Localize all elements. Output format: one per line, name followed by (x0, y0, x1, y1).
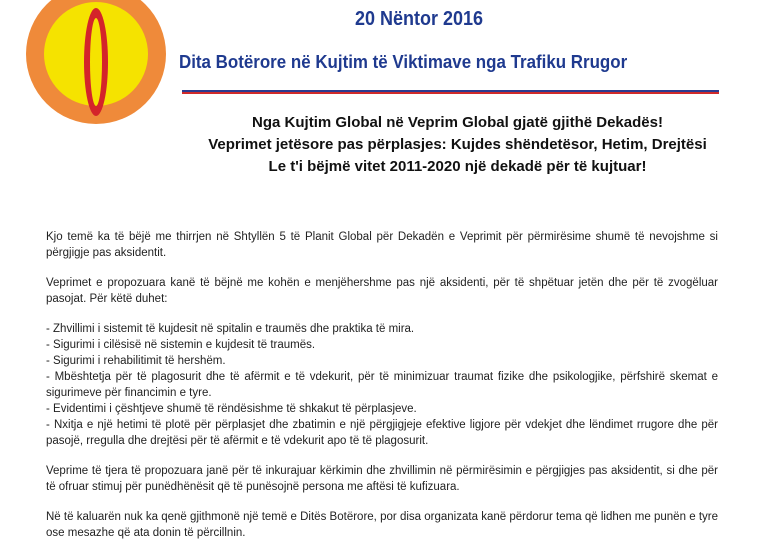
slogan-block (180, 112, 735, 178)
actions-list (46, 321, 718, 449)
list-item: - Mbështetja për të plagosurit dhe të afërmit e të vdekurit, për të minimizuar traumat fizike dhe psikologjike, përfshirë skemat e sigurimeve për financimin e tyre. (46, 371, 718, 399)
paragraph-actions: Veprimet e propozuara kanë të bëjnë me kohën e menjëhershme pas një aksidenti, për të shpëtuar jetën dhe për të zvogëluar pasojat. Për këtë duhet: (46, 277, 718, 305)
paragraph-intro: Kjo temë ka të bëjë me thirrjen në Shtyllën 5 të Planit Global për Dekadën e Veprimit për përmirësime shumë të nevojshme si përgjigje pas aksidentit. (46, 231, 718, 259)
list-item: - Sigurimi i rehabilitimit të hershëm. (46, 355, 226, 367)
page-title: Dita Botërore në Kujtim të Viktimave nga Trafiku Rrugor (179, 52, 628, 72)
paragraph-history: Në të kaluarën nuk ka qenë gjithmonë një temë e Ditës Botërore, por disa organizata kanë përdorur tema që lidhen me punën e tyre ose mesazhe që ata donin të përcillnin. (46, 511, 718, 539)
list-item: - Zhvillimi i sistemit të kujdesit në spitalin e traumës dhe praktika të mira. (46, 323, 415, 335)
slogan-line-2: Veprimet jetësore pas përplasjes: Kujdes shëndetësor, Hetim, Drejtësi (208, 136, 707, 153)
paragraph-research: Veprime të tjera të propozuara janë për të inkurajuar kërkimin dhe zhvillimin në përmirësimin e përgjigjes pas aksidentit, si dhe për të ofruar stimuj për punëdhënësit që të punësojnë persona me aftësi të kufizuara. (46, 465, 718, 493)
list-item: - Nxitja e një hetimi të plotë për përplasjet dhe zbatimin e një përgjigjeje efektive ligjore për vdekjet dhe lëndimet rrugore dhe për pasojë, rregulla dhe drejtësi për të afërmit e të vdekurit apo të të plagosurit. (46, 419, 718, 447)
event-date: 20 Nëntor 2016 (355, 8, 484, 30)
header-rule-red (182, 92, 719, 94)
list-item: - Sigurimi i cilësisë në sistemin e kujdesit të traumës. (46, 339, 316, 351)
slogan-line-3: Le t'i bëjmë vitet 2011-2020 një dekadë për të kujtuar! (268, 158, 647, 175)
list-item: - Evidentimi i çështjeve shumë të rëndësishme të shkakut të përplasjeve. (46, 403, 417, 415)
flame-emblem-icon (0, 0, 180, 125)
body-text (46, 229, 718, 555)
slogan-line-1: Nga Kujtim Global në Veprim Global gjatë gjithë Dekadës! (252, 114, 663, 131)
